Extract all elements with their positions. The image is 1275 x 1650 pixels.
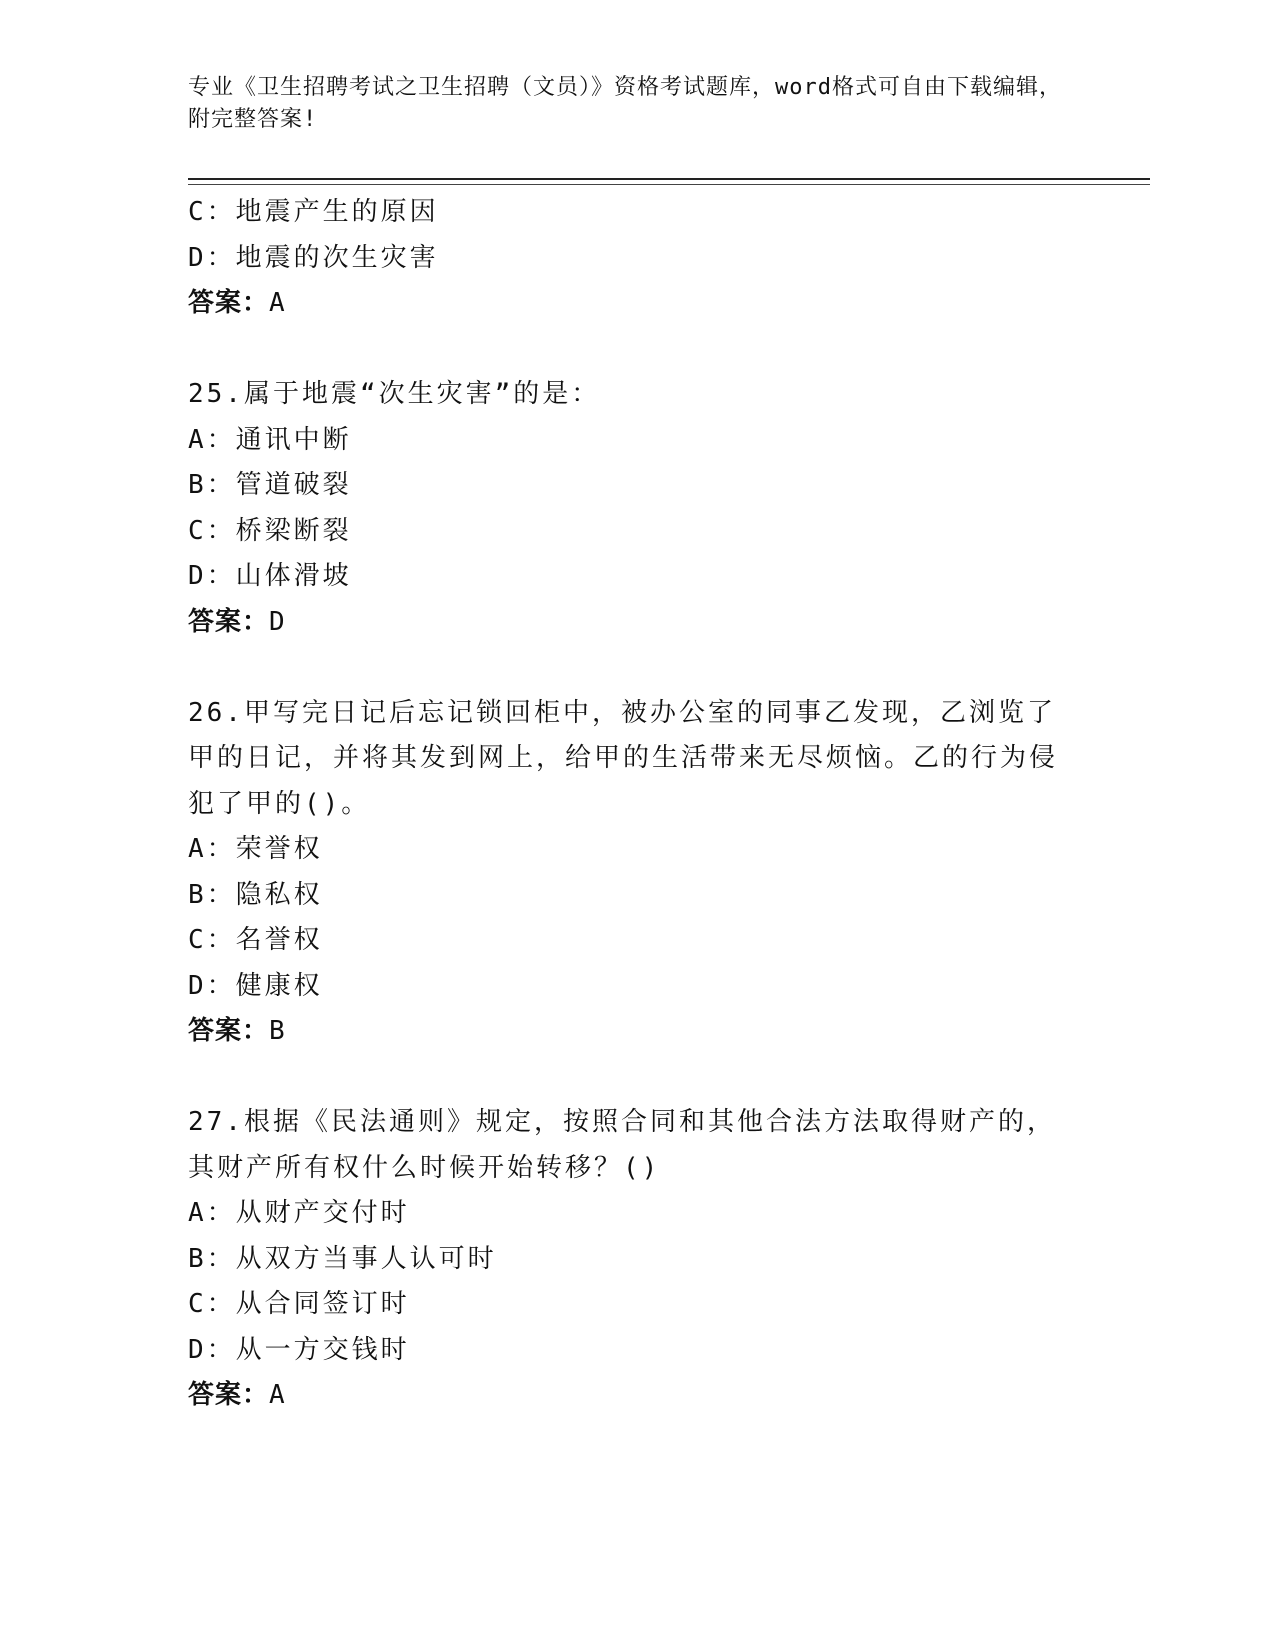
option-b: B：隐私权	[188, 879, 323, 910]
question-27	[188, 1100, 1088, 1419]
answer-label: 答案：	[188, 1016, 270, 1046]
question-25	[188, 372, 1088, 645]
answer-letter: A	[269, 1380, 286, 1410]
question-stem: 27.根据《民法通则》规定，按照合同和其他合法方法取得财产的，其财产所有权什么时候开始转移？()	[188, 1107, 1056, 1183]
option-b: B：从双方当事人认可时	[188, 1243, 497, 1274]
option-c: C：地震产生的原因	[188, 197, 439, 227]
option-a: A：荣誉权	[188, 834, 323, 864]
answer-line	[188, 1373, 1088, 1419]
option-d: D：健康权	[188, 970, 323, 1001]
option-a: A：从财产交付时	[188, 1198, 410, 1228]
option-a: A：通讯中断	[188, 424, 352, 455]
answer-label: 答案：	[188, 288, 270, 318]
header-divider-thin	[188, 184, 1150, 185]
answer-letter: B	[269, 1016, 286, 1046]
answer-label: 答案：	[188, 1380, 270, 1410]
answer-line	[188, 1009, 1088, 1055]
question-stem: 26.甲写完日记后忘记锁回柜中，被办公室的同事乙发现，乙浏览了甲的日记，并将其发到网上，给甲的生活带来无尽烦恼。乙的行为侵犯了甲的()。	[188, 697, 1059, 819]
option-b: B：管道破裂	[188, 470, 352, 500]
question-26	[188, 691, 1088, 1055]
option-d: D：地震的次生灾害	[188, 242, 439, 273]
option-c: C：名誉权	[188, 925, 323, 955]
answer-line	[188, 600, 1088, 646]
option-d: D：山体滑坡	[188, 561, 352, 591]
document-header: 专业《卫生招聘考试之卫生招聘（文员）》资格考试题库，word格式可自由下载编辑，附完整答案!	[188, 75, 1062, 132]
question-continuation	[188, 190, 1088, 327]
option-c: C：桥梁断裂	[188, 515, 352, 546]
header-divider-thick	[188, 178, 1150, 180]
option-c: C：从合同签订时	[188, 1289, 410, 1319]
question-content	[188, 190, 1088, 1419]
answer-line	[188, 281, 1088, 327]
option-d: D：从一方交钱时	[188, 1334, 410, 1365]
question-stem: 25.属于地震“次生灾害”的是：	[188, 379, 601, 409]
answer-letter: A	[269, 288, 286, 318]
answer-label: 答案：	[188, 606, 270, 637]
answer-letter: D	[269, 606, 286, 637]
